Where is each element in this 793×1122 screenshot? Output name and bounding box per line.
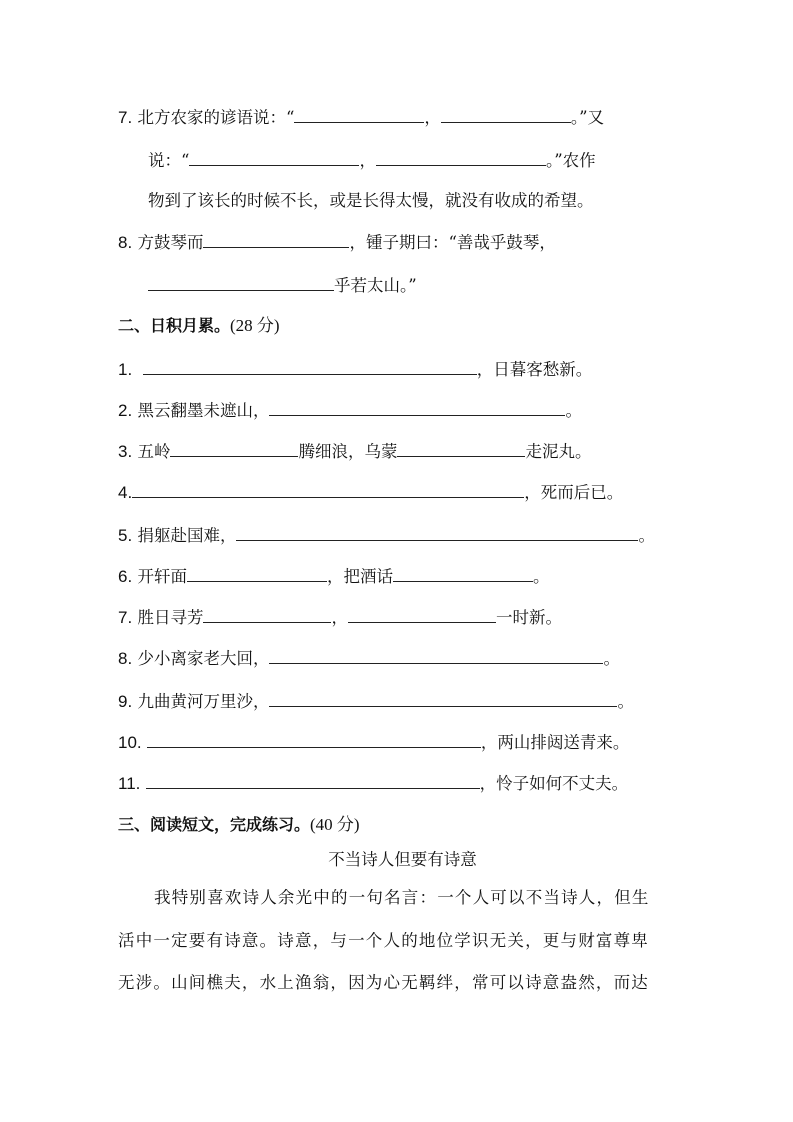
- question-number: 8.: [118, 233, 133, 252]
- item-number: 11.: [118, 774, 141, 793]
- item-number: 4.: [118, 483, 133, 502]
- item-number: 8.: [118, 649, 133, 668]
- item-text: ，日暮客愁新。: [476, 360, 593, 379]
- item-text: 捐躯赴国难，: [137, 526, 237, 545]
- paragraph-line: 活中一定要有诗意。诗意，与一个人的地位学识无关，更与财富尊卑: [118, 931, 649, 950]
- answer-blank[interactable]: [376, 149, 546, 166]
- section-score: (28 分): [230, 316, 280, 335]
- item-text: ，死而后已。: [524, 483, 624, 502]
- question-text: ，: [424, 108, 441, 127]
- question-8: [118, 231, 556, 254]
- item-text: 黑云翻墨未遮山，: [137, 401, 270, 420]
- answer-blank[interactable]: [132, 481, 524, 498]
- answer-blank[interactable]: [393, 565, 533, 582]
- question-text: 。”农作: [545, 151, 596, 170]
- item-text: 走泥丸。: [525, 442, 592, 461]
- section-2-heading: [118, 315, 280, 337]
- question-text: 说：“: [148, 151, 190, 170]
- item-number: 3.: [118, 442, 133, 461]
- answer-blank[interactable]: [441, 106, 571, 123]
- section-score: (40 分): [310, 815, 360, 834]
- item-text: 九曲黄河万里沙，: [137, 692, 270, 711]
- question-text: ，锺子期曰：“善哉乎鼓琴，: [349, 233, 556, 252]
- item-text: 。: [638, 526, 655, 545]
- answer-blank[interactable]: [187, 565, 327, 582]
- question-text: 北方农家的谚语说：“: [137, 108, 295, 127]
- question-text: 。”又: [570, 108, 605, 127]
- item-text: 。: [603, 649, 620, 668]
- item-2: [118, 399, 582, 422]
- item-text: 。: [617, 692, 634, 711]
- question-8-line-2: [148, 274, 417, 297]
- item-text: 开轩面: [137, 567, 187, 586]
- answer-blank[interactable]: [170, 440, 298, 457]
- item-text: ，怜子如何不丈夫。: [479, 774, 629, 793]
- item-text: 五岭: [137, 442, 171, 461]
- section-3-heading: [118, 814, 360, 836]
- item-number: 7.: [118, 608, 133, 627]
- item-text: 一时新。: [495, 608, 562, 627]
- answer-blank[interactable]: [148, 274, 334, 291]
- answer-blank[interactable]: [203, 606, 331, 623]
- item-text: ，: [331, 608, 348, 627]
- question-number: 7.: [118, 108, 133, 127]
- item-number: 2.: [118, 401, 133, 420]
- item-1: [118, 358, 592, 381]
- question-text: 方鼓琴而: [137, 233, 204, 252]
- item-10: [118, 731, 629, 754]
- item-8: [118, 647, 620, 670]
- answer-blank[interactable]: [348, 606, 496, 623]
- question-7-line-3: 物到了该长的时候不长，或是长得太慢，就没有收成的希望。: [148, 191, 594, 210]
- item-5: [118, 524, 655, 547]
- answer-blank[interactable]: [189, 149, 359, 166]
- item-text: 。: [565, 401, 582, 420]
- item-7: [118, 606, 562, 629]
- item-text: 腾细浪，乌蒙: [298, 442, 398, 461]
- item-text: ，两山排闼送青来。: [480, 733, 630, 752]
- answer-blank[interactable]: [294, 106, 424, 123]
- item-number: 1.: [118, 360, 133, 379]
- answer-blank[interactable]: [397, 440, 525, 457]
- answer-blank[interactable]: [269, 647, 603, 664]
- paragraph-line: 无涉。山间樵夫，水上渔翁，因为心无羁绊，常可以诗意盎然，而达: [118, 973, 649, 992]
- item-text: 。: [532, 567, 550, 586]
- item-6: [118, 565, 549, 588]
- heading-text: 二、日积月累。: [118, 316, 231, 335]
- answer-blank[interactable]: [143, 358, 477, 375]
- question-text: ，: [359, 151, 376, 170]
- article-title: 不当诗人但要有诗意: [328, 850, 477, 869]
- answer-blank[interactable]: [269, 690, 617, 707]
- item-text: 胜日寻芳: [137, 608, 204, 627]
- item-number: 10.: [118, 733, 142, 752]
- heading-text: 三、阅读短文，完成练习。: [118, 815, 311, 834]
- item-number: 6.: [118, 567, 133, 586]
- item-9: [118, 690, 634, 713]
- item-text: 少小离家老大回，: [137, 649, 270, 668]
- item-number: 9.: [118, 692, 133, 711]
- paragraph-line: 我特别喜欢诗人余光中的一句名言：一个人可以不当诗人，但生: [154, 888, 650, 907]
- answer-blank[interactable]: [147, 731, 481, 748]
- item-number: 5.: [118, 526, 133, 545]
- item-11: [118, 772, 628, 795]
- answer-blank[interactable]: [236, 524, 638, 541]
- item-4: [118, 481, 623, 504]
- answer-blank[interactable]: [203, 231, 349, 248]
- answer-blank[interactable]: [146, 772, 480, 789]
- item-3: [118, 440, 591, 463]
- question-7-line-2: [148, 149, 596, 172]
- answer-blank[interactable]: [269, 399, 565, 416]
- item-text: ，把酒话: [326, 567, 393, 586]
- question-7: [118, 106, 604, 129]
- question-text: 乎若太山。”: [334, 276, 417, 295]
